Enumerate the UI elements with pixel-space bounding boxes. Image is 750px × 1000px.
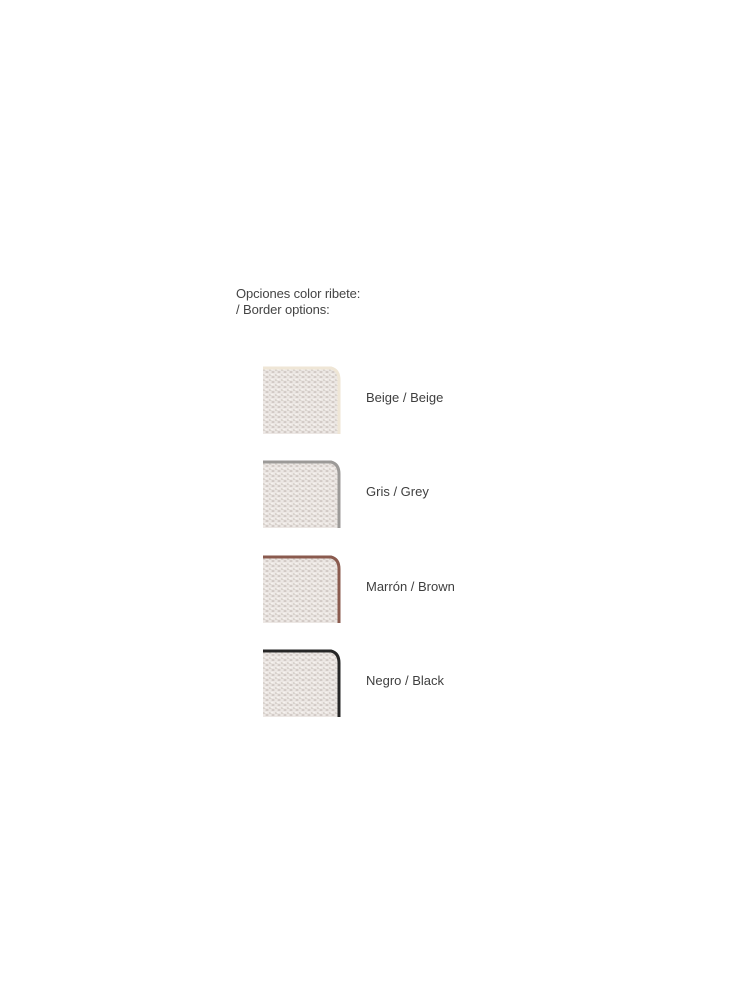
fabric-texture (263, 368, 339, 434)
option-label: Negro / Black (366, 673, 445, 688)
heading-english: / Border options: (236, 302, 330, 317)
option-label: Gris / Grey (366, 484, 429, 499)
fabric-texture (263, 651, 339, 717)
fabric-texture (263, 557, 339, 623)
heading-spanish: Opciones color ribete: (236, 286, 361, 301)
border-options-heading (236, 286, 360, 318)
fabric-texture (263, 462, 339, 528)
grey-swatch-image (263, 438, 343, 528)
beige-swatch-image (263, 344, 343, 434)
option-label: Beige / Beige (366, 390, 444, 405)
brown-swatch-image (263, 533, 343, 623)
option-black[interactable] (263, 627, 523, 717)
option-label: Marrón / Brown (366, 579, 455, 594)
option-grey[interactable] (263, 438, 523, 528)
option-brown[interactable] (263, 533, 523, 623)
option-beige[interactable] (263, 344, 523, 434)
black-swatch-image (263, 627, 343, 717)
